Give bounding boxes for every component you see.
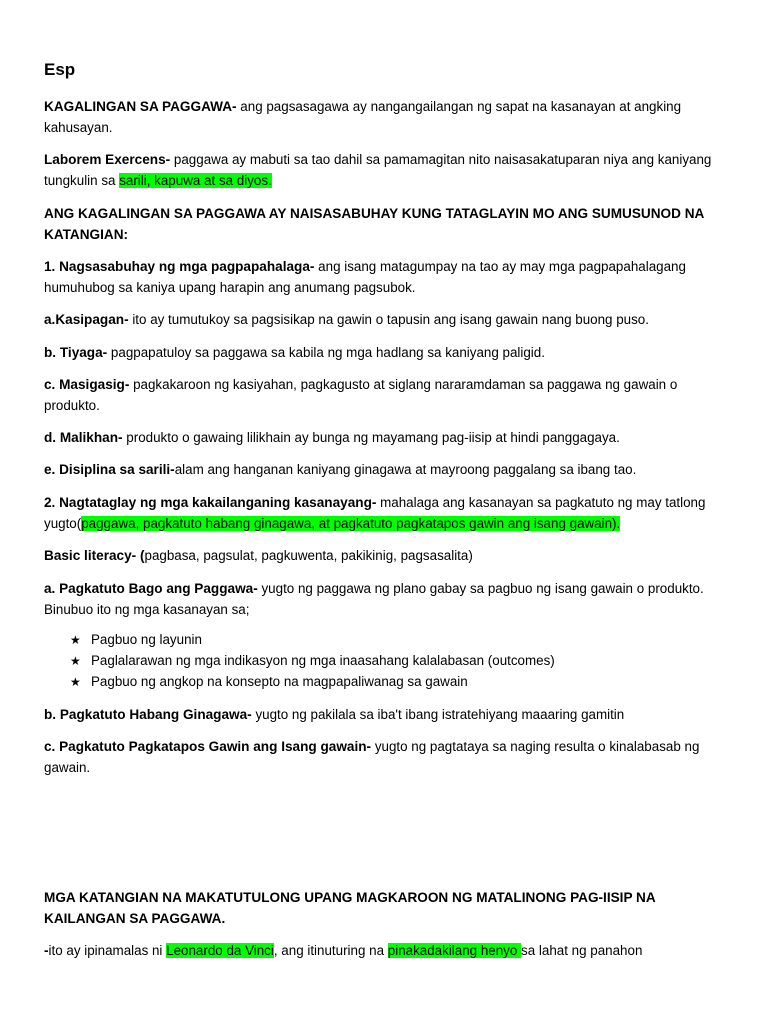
list-item: [70, 672, 555, 693]
section-heading-katangian: ANG KAGALINGAN SA PAGGAWA AY NAISASABUHAY KUNG TATAGLAYIN MO ANG SUMUSUNOD NA KATANGIAN:: [44, 206, 704, 242]
paragraph-leonardo: [44, 941, 734, 962]
list-item: [70, 630, 555, 651]
term: c. Pagkatuto Pagkatapos Gawin ang Isang gawain-: [44, 739, 372, 754]
list-item-text: Pagbuo ng angkop na konsepto na magpapaliwanag sa gawain: [91, 673, 468, 689]
term: d. Malikhan-: [44, 430, 123, 445]
highlighted-text: sarili, kapuwa at sa diyos.: [119, 172, 272, 188]
list-item-text: Pagbuo ng layunin: [91, 632, 202, 647]
term: b. Tiyaga-: [44, 345, 108, 360]
paragraph-pagkatuto-habang: [44, 705, 734, 726]
highlighted-phrase: pinakadakilang henyo: [387, 943, 522, 958]
definition: alam ang hanganan kaniyang ginagawa at mayroong paggalang sa ibang tao.: [174, 462, 637, 477]
term: Basic literacy- (: [44, 548, 145, 563]
paragraph-kagalingan: [44, 97, 734, 138]
term: e. Disiplina sa sarili-: [44, 462, 175, 477]
paragraph-disiplina: [44, 460, 734, 481]
paragraph-kasipagan: [44, 310, 734, 331]
definition: mahalaga ang kasanayan sa pagkatuto ng may tatlong yugto(: [44, 495, 706, 531]
term: a. Pagkatuto Bago ang Paggawa-: [44, 581, 258, 596]
star-icon: ★: [70, 633, 81, 647]
definition: yugto ng paggawa ng plano gabay sa pagbuo ng isang gawain o produkto. Binubuo ito ng mga kasanayan sa;: [44, 581, 704, 617]
definition: yugto ng pakilala sa iba't ibang istratehiyang maaaring gamitin: [251, 707, 625, 722]
text: , ang itinuturing na: [273, 943, 388, 958]
paragraph-tiyaga: [44, 343, 734, 364]
term: KAGALINGAN SA PAGGAWA-: [44, 99, 237, 114]
text: sa lahat ng panahon: [521, 943, 643, 958]
star-icon: ★: [70, 674, 81, 689]
section-heading-matalinong-pag-iisip: MGA KATANGIAN NA MAKATUTULONG UPANG MAGKAROON NG MATALINONG PAG-IISIP NA KAILANGAN SA PAGGAWA.: [44, 890, 656, 926]
highlighted-text: paggawa, pagkatuto habang ginagawa, at pagkatuto pagkatapos gawin ang isang gawain).: [81, 515, 621, 531]
term: Laborem Exercens-: [44, 152, 171, 167]
dash: -: [44, 943, 49, 958]
highlighted-name: Leonardo da Vinci: [166, 943, 274, 958]
paragraph-basic-literacy: [44, 546, 734, 567]
paragraph-laborem-exercens: [44, 150, 734, 191]
paragraph-masigasig: [44, 375, 734, 416]
list-item-text: Paglalarawan ng mga indikasyon ng mga inaasahang kalalabasan (outcomes): [91, 652, 555, 668]
paragraph-pagkatuto-bago: [44, 579, 734, 620]
term: 1. Nagsasabuhay ng mga pagpapahalaga-: [44, 259, 315, 274]
paragraph-pagpapahalaga: [44, 257, 734, 298]
definition: ang isang matagumpay na tao ay may mga pagpapahalagang humuhubog sa kaniya upang harapin ang anumang pagsubok.: [44, 259, 686, 295]
star-icon: ★: [70, 653, 81, 668]
definition: pagkakaroon ng kasiyahan, pagkagusto at siglang nararamdaman sa paggawa ng gawain o produkto.: [44, 377, 678, 413]
list-item: [70, 651, 555, 672]
definition: pagbasa, pagsulat, pagkuwenta, pakikinig, pagsasalita): [144, 548, 473, 563]
definition: ang pagsasagawa ay nangangailangan ng sapat na kasanayan at angking kahusayan.: [44, 99, 682, 135]
term: b. Pagkatuto Habang Ginagawa-: [44, 707, 252, 722]
definition: ito ay tumutukoy sa pagsisikap na gawin o tapusin ang isang gawain nang buong puso.: [128, 312, 649, 327]
definition: pagpapatuloy sa paggawa sa kabila ng mga hadlang sa kaniyang paligid.: [107, 345, 545, 360]
document-title: Esp: [44, 60, 76, 79]
term: a.Kasipagan-: [44, 312, 129, 327]
term: c. Masigasig-: [44, 377, 130, 392]
bullet-list: [70, 630, 555, 692]
paragraph-malikhain: [44, 428, 734, 449]
text: ito ay ipinamalas ni: [48, 943, 167, 958]
definition: produkto o gawaing lilikhain ay bunga ng mayamang pag-iisip at hindi panggagaya.: [122, 430, 620, 445]
paragraph-kasanayan: [44, 493, 734, 534]
paragraph-pagkatuto-pagkatapos: [44, 737, 734, 778]
definition: paggawa ay mabuti sa tao dahil sa pamamagitan nito naisasakatuparan niya ang kaniyang tungkulin sa: [44, 152, 712, 188]
term: 2. Nagtataglay ng mga kakailanganing kasanayang-: [44, 495, 377, 510]
definition: yugto ng pagtataya sa naging resulta o kinalabasab ng gawain.: [44, 739, 700, 775]
